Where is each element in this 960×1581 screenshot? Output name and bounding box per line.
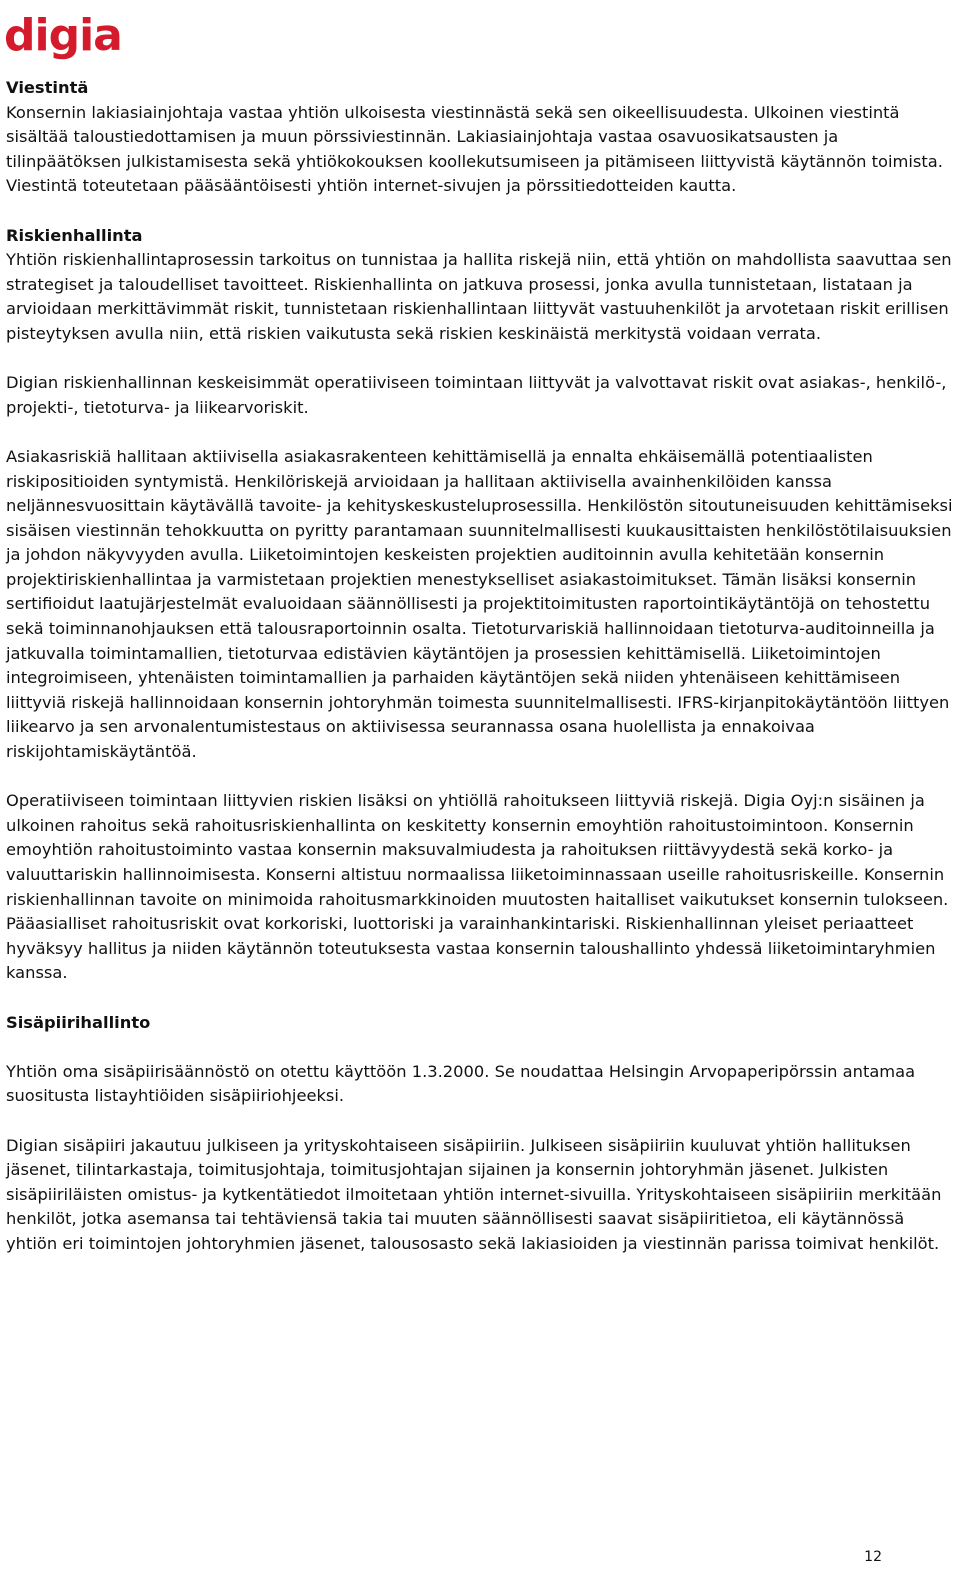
paragraph: Konsernin lakiasiainjohtaja vastaa yhtiön ulkoisesta viestinnästä sekä sen oikeellisuudesta. Ulkoinen viestintä sisältää taloustiedottamisen ja muun pörssiviestinnän. Lakiasiainjohtaja vastaa osavuosikatsausten ja tilinpäätöksen julkistamisesta sekä yhtiökokouksen koollekutsumiseen ja pitämiseen liittyvistä käytännön toimista. Viestintä toteutetaan pääsääntöisesti yhtiön internet-sivujen ja pörssitiedotteiden kautta. [6, 102, 943, 196]
paragraph: Yhtiön oma sisäpiirisäännöstö on otettu käyttöön 1.3.2000. Se noudattaa Helsingin Arvopaperipörssin antamaa suositusta listayhtiöiden sisäpiiriohjeeksi. [6, 1061, 916, 1106]
paragraph: Digian riskienhallinnan keskeisimmät operatiiviseen toimintaan liittyvät ja valvottavat riskit ovat asiakas-, henkilö-, projekti-, tietoturva- ja liikearvoriskit. [6, 373, 947, 417]
page-number: 12 [864, 1549, 882, 1565]
document-body [6, 76, 956, 1281]
paragraph: Digian sisäpiiri jakautuu julkiseen ja yrityskohtaiseen sisäpiiriin. Julkiseen sisäpiiriin kuuluvat yhtiön hallituksen jäsenet, tilintarkastaja, toimitusjohtaja, toimitusjohtajan sijainen ja konsernin johtoryhmän jäsenet. Julkisten sisäpiiriläisten omistus- ja kytkentätiedot ilmoitetaan yhtiön internet-sivuilla. Yrityskohtaiseen sisäpiiriin merkitään henkilöt, jotka asemansa tai tehtäviensä takia tai muuten säännöllisesti saavat sisäpiiritietoa, eli käytännössä yhtiön eri toimintojen johtoryhmien jäsenet, talousosasto sekä lakiasioiden ja viestinnän parissa toimivat henkilöt. [6, 1135, 942, 1253]
digia-logo: digia [4, 10, 122, 61]
section-heading: Sisäpiirihallinto [6, 1012, 151, 1032]
paragraph: Asiakasriskiä hallitaan aktiivisella asiakasrakenteen kehittämisellä ja ennalta ehkäisemällä potentiaalisten riskipositioiden syntymistä. Henkilöriskejä arvioidaan ja hallitaan aktiivisella avainhenkilöiden kanssa neljännesvuosittain käytävällä tavoite- ja kehityskeskusteluprosessilla. Henkilöstön sitoutuneisuuden kehittämiseksi sisäisen viestinnän tehokkuutta on pyritty parantamaan suunnitelmallisesti kuukausittaisten henkilöstötilaisuuksien ja johdon näkyvyyden avulla. Liiketoimintojen keskeisten projektien auditoinnin avulla kehitetään konsernin projektiriskienhallintaa ja varmistetaan projektien menestykselliset asiakastoimitukset. Tämän lisäksi konsernin sertifioidut laatujärjestelmät evaluoidaan säännöllisesti ja projektitoimitusten raportointikäytäntöjä on tehostettu sekä toiminnanohjauksen että talousraportoinnin osalta. Tietoturvariskiä hallinnoidaan tietoturva-auditoinneilla ja jatkuvalla toimintamallien, tietoturvaa edistävien käytäntöjen ja prosessien kehittämisellä. Liiketoimintojen integroimiseen, yhtenäisten toimintamallien ja parhaiden käytäntöjen sekä niiden yhtenäiseen kehittämiseen liittyviä riskejä hallinnoidaan konsernin johtoryhmän toimesta suunnitelmallisesti. IFRS-kirjanpitokäytäntöön liittyen liikearvo ja sen arvonalentumistestaus on aktiivisessa seurannassa osana huolellista ja ennakoivaa riskijohtamiskäytäntöä. [6, 446, 953, 762]
section-riskienhallinta [6, 224, 956, 986]
paragraph: Operatiiviseen toimintaan liittyvien riskien lisäksi on yhtiöllä rahoitukseen liittyviä riskejä. Digia Oyj:n sisäinen ja ulkoinen rahoitus sekä rahoitusriskienhallinta on keskitetty konsernin emoyhtiön rahoitustoimintoon. Konsernin emoyhtiön rahoitustoiminto vastaa konsernin maksuvalmiudesta ja rahoituksen riittävyydestä sekä korko- ja valuuttariskin hallinnoimisesta. Konserni altistuu normaalissa liiketoiminnassaan useille rahoitusriskeille. Konsernin riskienhallinnan tavoite on minimoida rahoitusmarkkinoiden muutosten haitalliset vaikutukset konsernin tulokseen. Pääasialliset rahoitusriskit ovat korkoriski, luottoriski ja varainhankintariski. Riskienhallinnan yleiset periaatteet hyväksyy hallitus ja niiden käytännön toteutuksesta vastaa konsernin taloushallinto yhdessä liiketoimintaryhmien kanssa. [6, 791, 949, 983]
section-viestinta [6, 76, 956, 199]
section-heading: Viestintä [6, 78, 89, 97]
section-sisapiirihallinto [6, 1011, 956, 1257]
section-heading: Riskienhallinta [6, 225, 143, 245]
paragraph: Yhtiön riskienhallintaprosessin tarkoitus on tunnistaa ja hallita riskejä niin, että yhtiön on mahdollista saavuttaa sen strategiset ja taloudelliset tavoitteet. Riskienhallinta on jatkuva prosessi, jonka avulla tunnistetaan, listataan ja arvioidaan merkittävimmät riskit, tunnistetaan riskienhallintaan liittyvät vastuuhenkilöt ja arvotetaan riskit erillisen pisteytyksen avulla niin, että riskien vaikutusta sekä riskien keskinäistä merkitystä voidaan verrata. [6, 250, 952, 343]
